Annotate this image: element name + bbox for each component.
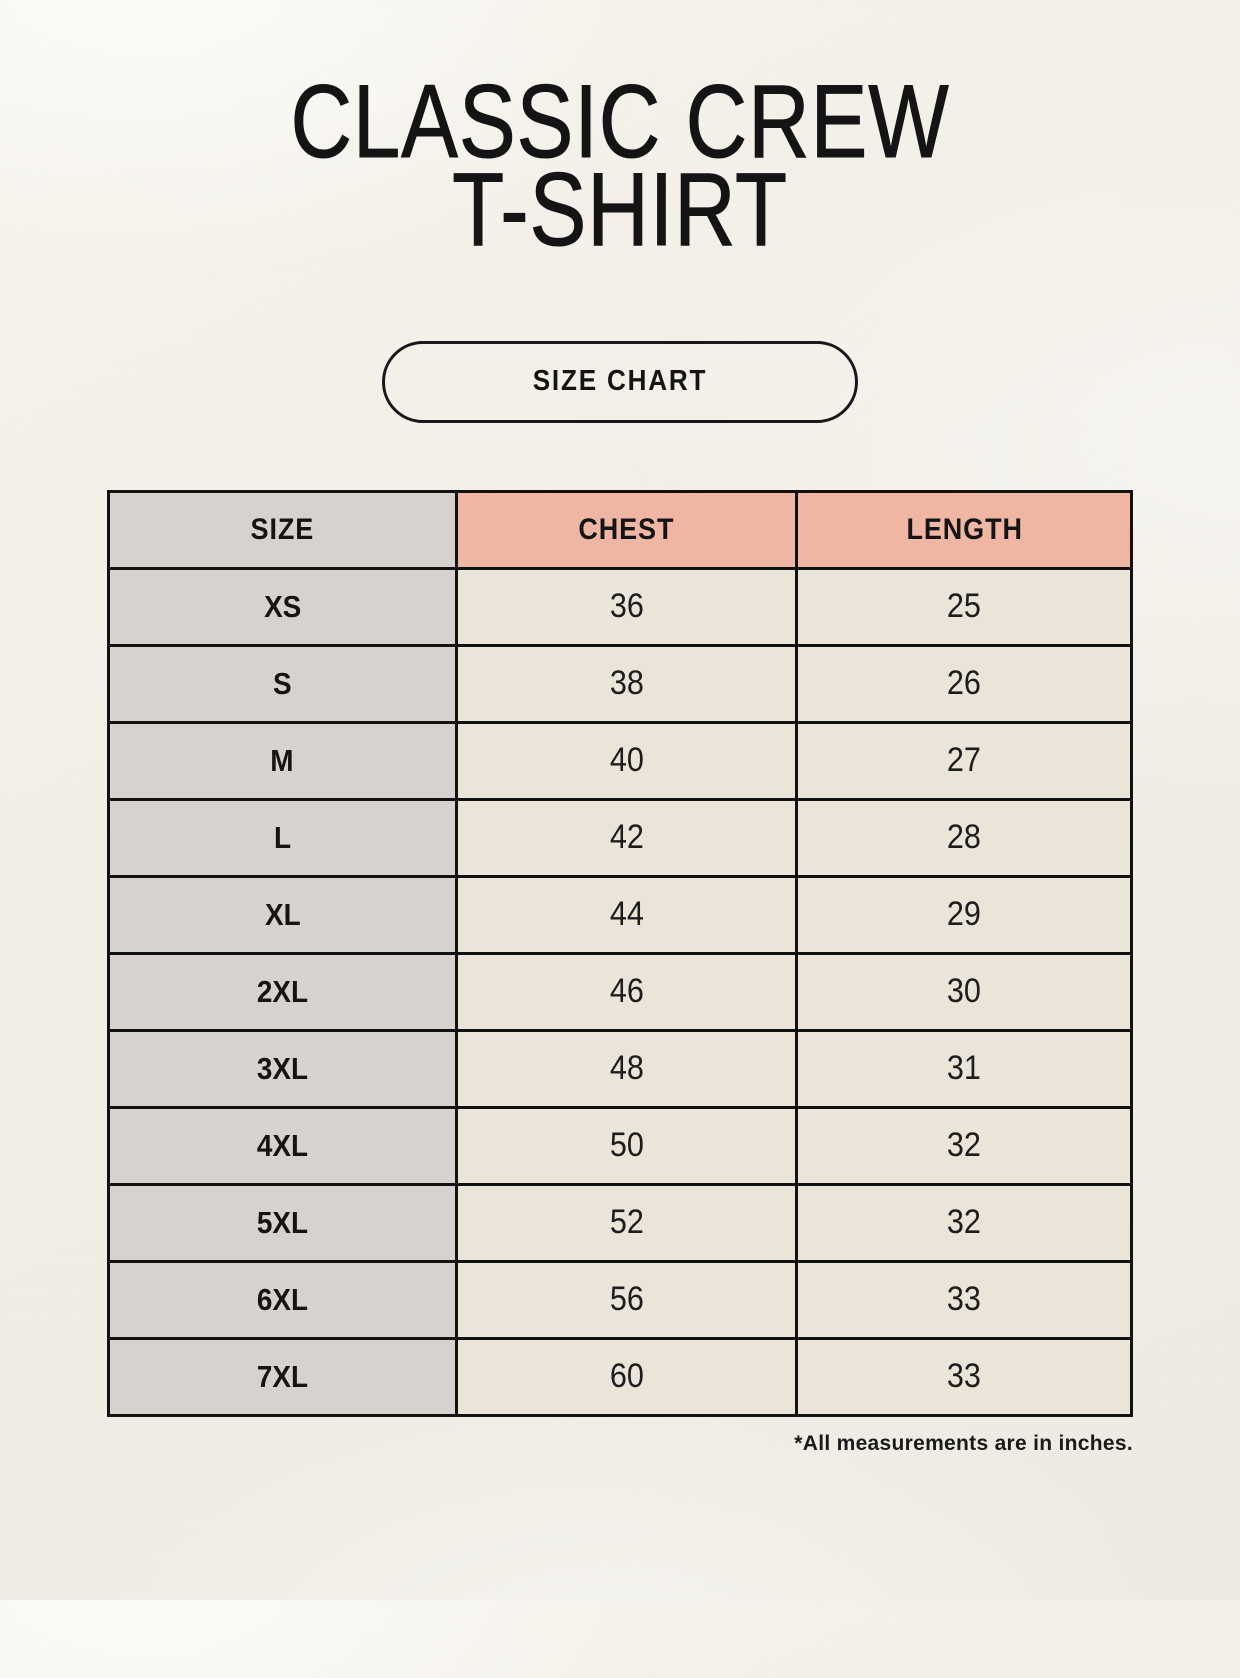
length-cell: 33	[797, 1261, 1132, 1338]
size-cell: L	[109, 799, 457, 876]
column-header-chest: CHEST	[456, 491, 797, 568]
size-chart-badge	[382, 341, 858, 423]
length-cell: 29	[797, 876, 1132, 953]
table-row	[109, 1107, 1132, 1184]
column-header-size: SIZE	[109, 491, 457, 568]
size-cell: 5XL	[109, 1184, 457, 1261]
chest-cell: 36	[456, 568, 797, 645]
chest-cell: 46	[456, 953, 797, 1030]
chest-cell: 42	[456, 799, 797, 876]
length-cell: 27	[797, 722, 1132, 799]
size-chart-badge-label: SIZE CHART	[532, 365, 708, 398]
size-cell: M	[109, 722, 457, 799]
size-table-body	[109, 568, 1132, 1415]
chest-cell: 38	[456, 645, 797, 722]
measurement-footnote: *All measurements are in inches.	[794, 1431, 1133, 1455]
title-line-2: T-SHIRT	[452, 152, 788, 269]
length-cell: 32	[797, 1107, 1132, 1184]
table-row	[109, 1030, 1132, 1107]
size-table	[107, 490, 1133, 1417]
title-line-1: CLASSIC CREW	[290, 64, 950, 180]
table-row	[109, 799, 1132, 876]
length-cell: 33	[797, 1338, 1132, 1415]
size-cell: XS	[109, 568, 457, 645]
size-cell: 7XL	[109, 1338, 457, 1415]
chest-cell: 52	[456, 1184, 797, 1261]
length-cell: 26	[797, 645, 1132, 722]
size-cell: 3XL	[109, 1030, 457, 1107]
table-row	[109, 1261, 1132, 1338]
length-cell: 28	[797, 799, 1132, 876]
size-cell: 4XL	[109, 1107, 457, 1184]
length-cell: 30	[797, 953, 1132, 1030]
table-row	[109, 953, 1132, 1030]
table-row	[109, 568, 1132, 645]
length-cell: 32	[797, 1184, 1132, 1261]
page-title	[112, 64, 1129, 269]
table-row	[109, 1184, 1132, 1261]
table-row	[109, 1338, 1132, 1415]
chest-cell: 56	[456, 1261, 797, 1338]
table-row	[109, 722, 1132, 799]
size-cell: S	[109, 645, 457, 722]
table-row	[109, 645, 1132, 722]
chest-cell: 40	[456, 722, 797, 799]
chest-cell: 44	[456, 876, 797, 953]
table-row	[109, 876, 1132, 953]
column-header-length: LENGTH	[797, 491, 1132, 568]
chest-cell: 60	[456, 1338, 797, 1415]
size-chart-poster	[0, 64, 1240, 1678]
length-cell: 25	[797, 568, 1132, 645]
size-cell: 6XL	[109, 1261, 457, 1338]
table-header-row	[109, 491, 1132, 568]
chest-cell: 50	[456, 1107, 797, 1184]
chest-cell: 48	[456, 1030, 797, 1107]
size-cell: XL	[109, 876, 457, 953]
size-cell: 2XL	[109, 953, 457, 1030]
length-cell: 31	[797, 1030, 1132, 1107]
